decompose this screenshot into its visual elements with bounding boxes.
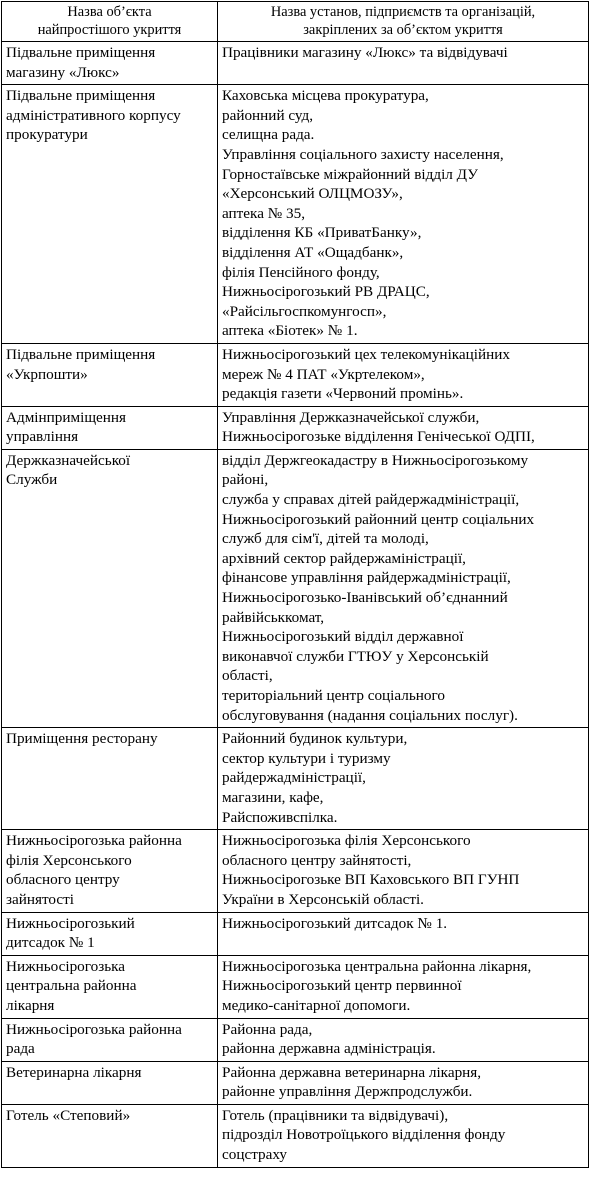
organization-line: відділ Держгеокадастру в Нижньосірогозькому	[222, 451, 529, 469]
table-row	[2, 728, 589, 830]
organization-line: підрозділ Новотроїцького відділення фонду	[222, 1126, 506, 1144]
shelter-object-line: Держказначейської	[6, 451, 131, 469]
table-row	[2, 1018, 589, 1061]
organization-line: районна державна адміністрація.	[222, 1040, 436, 1058]
organizations-cell	[218, 912, 589, 955]
table-row	[2, 830, 589, 912]
organization-line: Районна державна ветеринарна лікарня,	[222, 1063, 482, 1081]
shelter-object-cell	[2, 343, 218, 406]
header-line: Назва установ, підприємств та організацій,	[270, 4, 536, 20]
shelter-object-line: Служби	[6, 471, 58, 489]
shelter-object-line: Ветеринарна лікарня	[6, 1063, 142, 1081]
shelter-object-line: дитсадок № 1	[6, 934, 95, 952]
shelter-object-line: магазину «Люкс»	[6, 63, 120, 81]
organization-line: Працівники магазину «Люкс» та відвідувачі	[222, 44, 508, 61]
shelter-object-line: лікарня	[6, 996, 55, 1014]
organizations-cell	[218, 955, 589, 1018]
organization-line: Нижньосірогозький центр первинної	[222, 977, 462, 995]
organization-line: селищна рада.	[222, 126, 315, 144]
organizations-cell	[218, 1104, 589, 1167]
organizations-cell	[218, 830, 589, 912]
organization-line: мереж № 4 ПАТ «Укртелеком»,	[222, 365, 425, 383]
header-line: найпростішого укриття	[37, 22, 182, 38]
shelter-object-line: Нижньосірогозький	[6, 914, 135, 932]
organization-line: Нижньосірогозьке відділення Генічеської ОДПІ,	[222, 428, 535, 446]
organization-line: Нижньосірогозький РВ ДРАЦС,	[222, 283, 430, 301]
organization-line: «Херсонський ОЛЦМОЗУ»,	[222, 185, 403, 203]
organization-line: районне управління Держпродслужби.	[222, 1083, 473, 1101]
shelter-object-cell	[2, 1061, 218, 1104]
shelter-object-cell	[2, 912, 218, 955]
organization-line: архівний сектор райдержаміністрації,	[222, 549, 466, 567]
shelter-object-line: Приміщення ресторану	[6, 730, 158, 748]
shelter-assignment-table	[1, 1, 589, 1168]
table-row	[2, 449, 589, 727]
organizations-cell	[218, 85, 589, 344]
organization-line: Нижньосірогозький дитсадок № 1.	[222, 914, 448, 932]
shelter-object-line: зайнятості	[6, 890, 74, 908]
shelter-object-line: управління	[6, 428, 79, 446]
shelter-object-line: філія Херсонського	[6, 851, 132, 869]
shelter-object-line: Готель «Степовий»	[6, 1106, 131, 1124]
organization-line: Нижньосірогозький цех телекомунікаційних	[222, 345, 510, 363]
organization-line: районний суд,	[222, 106, 314, 124]
shelter-object-line: прокуратури	[6, 126, 88, 144]
header-object-name	[2, 2, 218, 42]
shelter-object-line: Нижньосірогозька районна	[6, 1020, 182, 1038]
organization-line: відділення КБ «ПриватБанку»,	[222, 224, 422, 242]
header-organizations	[218, 2, 589, 42]
table-row	[2, 406, 589, 449]
organization-line: сектор культури і туризму	[222, 749, 391, 767]
table-header-row	[2, 2, 589, 42]
organization-line: виконавчої служби ГТЮУ у Херсонській	[222, 647, 489, 665]
organizations-cell	[218, 1061, 589, 1104]
organization-line: служб для сім'ї, дітей та молоді,	[222, 530, 429, 548]
table-row	[2, 1061, 589, 1104]
organizations-cell	[218, 1018, 589, 1061]
shelter-object-line: центральна районна	[6, 977, 137, 995]
organization-line: Нижньосірогозька центральна районна лікарня,	[222, 957, 532, 975]
organization-line: Районна рада,	[222, 1020, 313, 1038]
shelter-object-cell	[2, 830, 218, 912]
table-row	[2, 955, 589, 1018]
organization-line: Райспоживспілка.	[222, 808, 338, 826]
shelter-object-cell	[2, 955, 218, 1018]
organization-line: медико-санітарної допомоги.	[222, 996, 411, 1014]
organization-line: районі,	[222, 471, 269, 489]
shelter-object-line: Підвальне приміщення	[6, 87, 156, 105]
organization-line: Каховська місцева прокуратура,	[222, 87, 429, 105]
organization-line: Нижньосірогозький відділ державної	[222, 628, 464, 646]
organization-line: Управління Держказначейської служби,	[222, 408, 480, 426]
table-row	[2, 42, 589, 85]
organization-line: аптека «Біотек» № 1.	[222, 322, 358, 340]
organization-line: райвійськкомат,	[222, 608, 325, 626]
organization-line: магазини, кафе,	[222, 788, 324, 806]
organization-line: Управління соціального захисту населення,	[222, 145, 504, 163]
table-row	[2, 343, 589, 406]
shelter-object-line: Нижньосірогозька	[6, 957, 126, 975]
organization-line: служба у справах дітей райдержадміністрації,	[222, 491, 520, 509]
organization-line: Горностаївське міжрайонний відділ ДУ	[222, 165, 478, 183]
shelter-object-line: рада	[6, 1040, 35, 1058]
organization-line: Нижньосірогозько-Іванівський об’єднанний	[222, 589, 508, 607]
organization-line: фінансове управління райдержадміністрації,	[222, 569, 511, 587]
organization-line: Нижньосірогозька філія Херсонського	[222, 832, 471, 850]
organization-line: Районний будинок культури,	[222, 730, 408, 748]
shelter-object-line: Підвальне приміщення	[6, 44, 156, 61]
shelter-object-line: адміністративного корпусу	[6, 106, 181, 124]
shelter-object-line: «Укрпошти»	[6, 365, 88, 383]
organizations-cell	[218, 42, 589, 85]
shelter-object-cell	[2, 85, 218, 344]
table-row	[2, 912, 589, 955]
organization-line: відділення АТ «Ощадбанк»,	[222, 243, 404, 261]
table-body	[2, 42, 589, 1168]
organization-line: соцстраху	[222, 1146, 287, 1164]
shelter-object-cell	[2, 728, 218, 830]
shelter-object-cell	[2, 406, 218, 449]
organizations-cell	[218, 343, 589, 406]
shelter-object-line: Підвальне приміщення	[6, 345, 156, 363]
shelter-object-line: обласного центру	[6, 871, 120, 889]
organizations-cell	[218, 406, 589, 449]
organization-line: Готель (працівники та відвідувачі),	[222, 1106, 449, 1124]
shelter-object-cell	[2, 1018, 218, 1061]
organization-line: Нижньосірогозьке ВП Каховського ВП ГУНП	[222, 871, 520, 889]
header-line: закріплених за об’єктом укриття	[303, 22, 503, 38]
header-line: Назва об’єкта	[67, 4, 152, 20]
shelter-object-cell	[2, 42, 218, 85]
shelter-object-cell	[2, 449, 218, 727]
organization-line: області,	[222, 667, 273, 685]
shelter-object-line: Нижньосірогозька районна	[6, 832, 182, 850]
organization-line: «Райсільгоспкомунгосп»,	[222, 302, 387, 320]
organization-line: редакція газети «Червоний промінь».	[222, 385, 464, 403]
shelter-object-line: Адмінприміщення	[6, 408, 127, 426]
organization-line: Нижньосірогозький районний центр соціальних	[222, 510, 535, 528]
organization-line: України в Херсонській області.	[222, 890, 424, 908]
organization-line: обласного центру зайнятості,	[222, 851, 412, 869]
organization-line: обслуговування (надання соціальних послуг).	[222, 706, 518, 724]
organizations-cell	[218, 728, 589, 830]
table-row	[2, 1104, 589, 1167]
organization-line: філія Пенсійного фонду,	[222, 263, 380, 281]
table-row	[2, 85, 589, 344]
organization-line: аптека № 35,	[222, 204, 306, 222]
organization-line: територіальний центр соціального	[222, 687, 445, 704]
organization-line: райдержадміністрації,	[222, 769, 366, 787]
organizations-cell	[218, 449, 589, 727]
shelter-object-cell	[2, 1104, 218, 1167]
